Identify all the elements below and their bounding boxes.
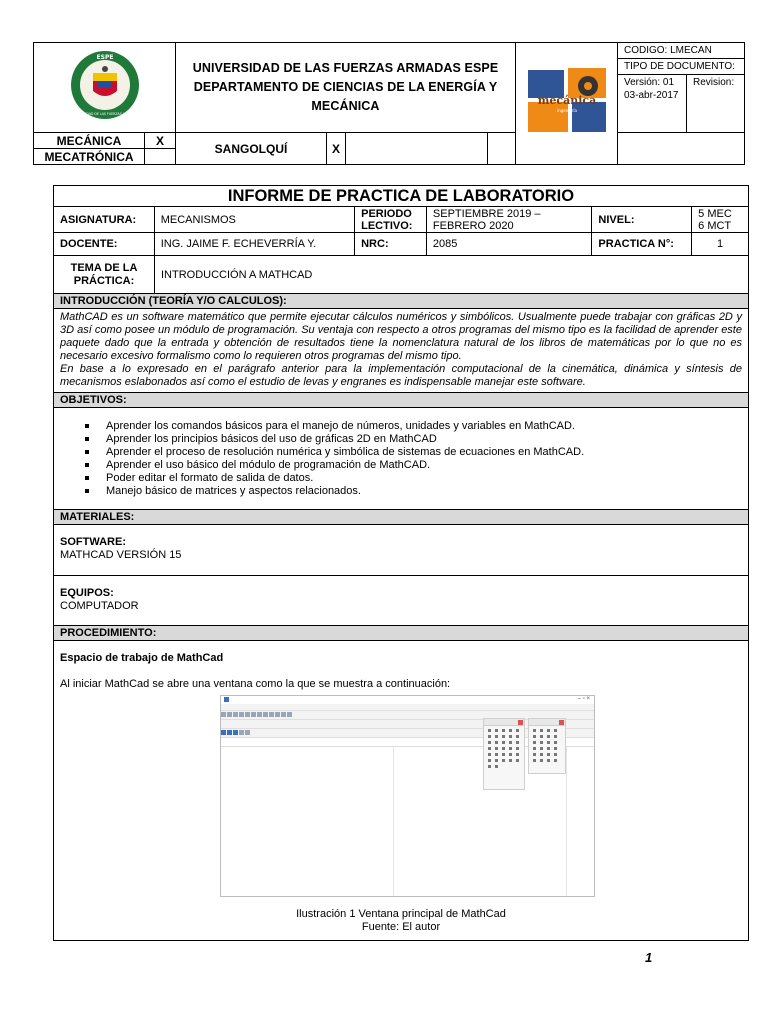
career-mecatronica: MECATRÓNICA: [34, 149, 145, 165]
tema-label: TEMA DE LA PRÁCTICA:: [54, 256, 155, 293]
objetivo-item: Poder editar el formato de salida de datos.: [82, 472, 584, 485]
app-icon: [224, 697, 229, 702]
document-code: CODIGO: LMECAN: [618, 43, 744, 59]
toolbar-icon: [245, 730, 250, 735]
intro-paragraph-2: En base a lo expresado en el parágrafo anterior para la implementación computacional de la cinemática, dinámica y síntesis de mecanismos eslabonados así como el estudio de levas y engranes es indispensable manejar este software.: [60, 363, 742, 388]
software-value: MATHCAD VERSIÓN 15: [60, 549, 182, 561]
periodo-label: PERIODO LECTIVO:: [355, 207, 427, 232]
career-mecanica-mark: X: [145, 133, 176, 149]
software-block: [54, 525, 187, 575]
mathcad-titlebar: [221, 696, 594, 704]
docente-row: [54, 233, 748, 256]
toolbar-icon: [233, 712, 238, 717]
revision: Revision:: [693, 77, 735, 88]
mathcad-menubar: [221, 704, 594, 711]
greek-palette: [483, 718, 525, 790]
toolbar-icon: [221, 730, 226, 735]
version-block: [618, 75, 687, 132]
objetivos-list: [54, 408, 584, 509]
report-title: INFORME DE PRACTICA DE LABORATORIO: [227, 187, 575, 205]
version-date: 03-abr-2017: [624, 90, 679, 101]
toolbar-icon: [269, 712, 274, 717]
window-controls-icon: – ▫ ×: [577, 696, 590, 702]
figure-caption: Ilustración 1 Ventana principal de MathCad: [296, 908, 506, 920]
equipos-section: [54, 576, 748, 626]
intro-header: INTRODUCCIÓN (TEORÍA Y/O CALCULOS):: [54, 294, 748, 309]
close-icon: [559, 720, 564, 725]
toolbar-icon: [239, 712, 244, 717]
header-empty-cell-3: [618, 133, 745, 165]
toolbar-icon: [287, 712, 292, 717]
nivel-mct: 6 MCT: [698, 219, 732, 232]
nrc-value: 2085: [427, 233, 593, 255]
intro-section: [54, 309, 748, 393]
asignatura-value: MECANISMOS: [155, 207, 355, 232]
espe-logo-cell: [34, 43, 176, 133]
objetivos-section: [54, 408, 748, 510]
career-mecatronica-mark: [145, 149, 176, 165]
lab-report: [53, 185, 749, 941]
institution-line-2: DEPARTAMENTO DE CIENCIAS DE LA ENERGÍA Y: [193, 80, 498, 94]
toolbar-icon: [263, 712, 268, 717]
toolbar-icon: [281, 712, 286, 717]
toolbar-icon: [257, 712, 262, 717]
tema-row: [54, 256, 748, 294]
campus-mark: X: [327, 133, 346, 165]
equipos-value: COMPUTADOR: [60, 600, 139, 612]
intro-text: [54, 309, 748, 392]
espe-logo: [65, 49, 145, 121]
page-divider: [393, 747, 394, 897]
version: Versión: 01: [624, 77, 675, 88]
page-number: 1: [645, 950, 653, 965]
campus-name: SANGOLQUÍ: [176, 133, 327, 165]
career-mecanica: MECÁNICA: [34, 133, 145, 149]
greek-palette-titlebar: [484, 719, 524, 726]
institution-line-3: MECÁNICA: [311, 99, 380, 113]
intro-paragraph-1: MathCAD es un software matemático que permite ejecutar cálculos numéricos y simbólicos. Usualmente puede trabajar con gráficas 2D y 3D así como posee un módulo de programación. Su ventaja con respecto a otros programas del mismo tipo es la facilidad de aprender este paquete dado que la entrada y obtención de resultados tiene la nomenclatura natural de los libros de matemáticas por lo que no es necesario excesivo formalismo como lo requieren otros programas del mismo tipo.: [60, 311, 742, 362]
objetivo-item: Manejo básico de matrices y aspectos relacionados.: [82, 485, 584, 498]
practica-label: PRACTICA N°:: [592, 233, 692, 255]
toolbar-icon: [221, 712, 226, 717]
workspace-text: Al iniciar MathCad se abre una ventana como la que se muestra a continuación:: [60, 678, 451, 690]
software-section: [54, 525, 748, 576]
figure-source: Fuente: El autor: [361, 921, 441, 933]
mathcad-window-screenshot: [220, 695, 595, 897]
nivel-mec: 5 MEC: [698, 207, 732, 220]
procedimiento-header: PROCEDIMIENTO:: [54, 626, 748, 641]
document-type: TIPO DE DOCUMENTO:: [618, 59, 744, 75]
objetivo-item: Aprender el uso básico del módulo de programación de MathCAD.: [82, 459, 584, 472]
close-icon: [518, 720, 523, 725]
toolbar-icon: [275, 712, 280, 717]
calculator-palette-grid: [529, 726, 565, 766]
calculator-palette-titlebar: [529, 719, 565, 726]
document-header: [33, 42, 745, 165]
nivel-value: [692, 207, 748, 232]
toolbar-icon: [251, 712, 256, 717]
objetivo-item: Aprender los comandos básicos para el manejo de números, unidades y variables en MathCAD.: [82, 420, 584, 433]
toolbar-icon: [239, 730, 244, 735]
brand-image-cell: [516, 43, 618, 165]
equipos-label: EQUIPOS:: [60, 587, 114, 599]
practica-value: 1: [717, 238, 724, 250]
logo-ring-text: UNIVERSIDAD DE LAS FUERZAS ARMADAS: [70, 112, 139, 116]
nivel-label: NIVEL:: [592, 207, 692, 232]
docente-label: DOCENTE:: [54, 233, 155, 255]
docente-value: ING. JAIME F. ECHEVERRÍA Y.: [155, 233, 355, 255]
toolbar-icon: [245, 712, 250, 717]
toolbar-icon: [227, 730, 232, 735]
toolbar-icon: [227, 712, 232, 717]
logo-text: ESPE: [96, 54, 113, 61]
toolbar-icon: [233, 730, 238, 735]
periodo-value: SEPTIEMBRE 2019 – FEBRERO 2020: [427, 207, 593, 232]
nrc-label: NRC:: [355, 233, 427, 255]
document-meta: [618, 43, 745, 133]
institution-title: [176, 43, 516, 133]
tema-value: INTRODUCCIÓN A MATHCAD: [161, 268, 313, 281]
objetivos-header: OBJETIVOS:: [54, 393, 748, 408]
greek-palette-grid: [484, 726, 524, 772]
brand-text: mecánica: [537, 94, 596, 107]
institution-line-1: UNIVERSIDAD DE LAS FUERZAS ARMADAS ESPE: [192, 61, 499, 75]
asignatura-row: [54, 207, 748, 233]
equipos-block: [54, 576, 145, 625]
calculator-palette: [528, 718, 566, 774]
asignatura-label: ASIGNATURA:: [54, 207, 155, 232]
brand-subtext: ingeniería: [556, 108, 577, 113]
software-label: SOFTWARE:: [60, 536, 126, 548]
procedimiento-section: [54, 641, 748, 940]
header-empty-cell-2: [488, 133, 516, 165]
report-title-row: [54, 186, 748, 207]
mecanica-brand-image: [524, 66, 610, 136]
objetivo-item: Aprender los principios básicos del uso de gráficas 2D en MathCAD: [82, 433, 584, 446]
workspace-title: Espacio de trabajo de MathCad: [60, 652, 224, 664]
materiales-header: MATERIALES:: [54, 510, 748, 525]
page-divider: [566, 747, 567, 897]
procedimiento-body: [54, 641, 748, 940]
header-empty-cell-1: [346, 133, 488, 165]
objetivo-item: Aprender el proceso de resolución numérica y simbólica de sistemas de ecuaciones en MathCAD.: [82, 446, 584, 459]
